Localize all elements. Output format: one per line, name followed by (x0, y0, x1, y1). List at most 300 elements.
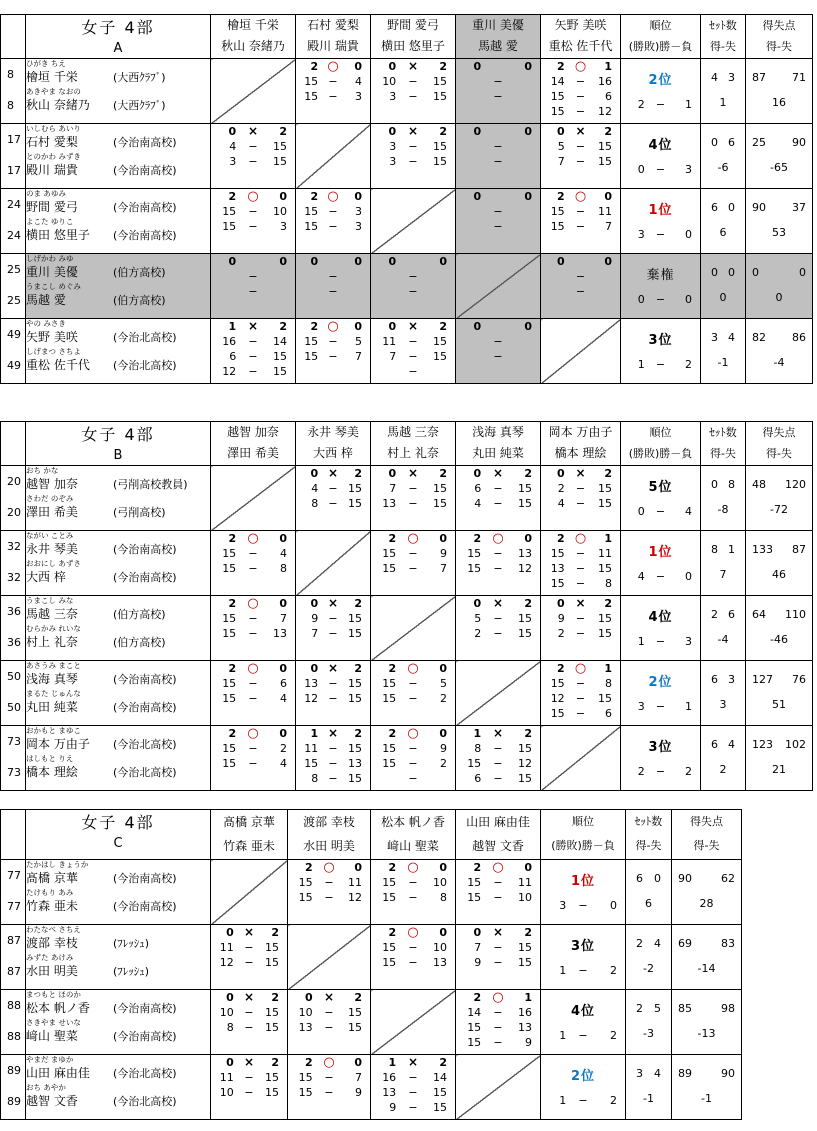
dash-icon: − (248, 155, 258, 168)
loss-x-icon: × (575, 124, 586, 138)
score-right: 12 (347, 891, 362, 904)
opponent-name: 竹森 亜未 (223, 839, 275, 853)
player-furigana: ながい ことみ (26, 531, 74, 540)
score-right: 13 (517, 1021, 532, 1034)
score-right (348, 269, 370, 284)
score-line (541, 596, 620, 611)
score-line (296, 771, 370, 786)
player-name-line (26, 763, 210, 782)
score-left: 15 (222, 757, 237, 770)
score-left: 1 (637, 358, 645, 372)
score-right: 0 (439, 662, 447, 675)
column-header-label: 順位 (649, 426, 672, 439)
dash-icon: − (575, 707, 586, 720)
player-name: 松本 帆ノ香 (26, 1001, 90, 1015)
pair-entry-number: 87 (7, 933, 21, 947)
opponent-name: 澤田 希美 (227, 446, 279, 460)
score-right: 2 (439, 1056, 447, 1069)
score-left: 9 (389, 1101, 397, 1114)
diff-value: 53 (772, 226, 786, 240)
score-left (211, 284, 236, 299)
score-right: 15 (597, 482, 612, 495)
score-line (371, 531, 455, 546)
sets-cell-content (701, 596, 745, 659)
score-left: 0 (557, 255, 565, 268)
won-lost-values (746, 478, 812, 492)
score-line (371, 860, 455, 875)
player-name-line (26, 999, 210, 1018)
score-right: 15 (517, 612, 532, 625)
pair-entry-number: 20 (7, 474, 21, 488)
won-lost-values (701, 136, 745, 150)
score-right: 15 (264, 1086, 279, 1099)
pair-entry-number: 88 (7, 998, 21, 1012)
row-numbers (1, 254, 25, 317)
pair-name-cell (26, 860, 211, 925)
opponent-name: 矢野 美咲 (554, 18, 607, 32)
won-lost-values (672, 937, 741, 951)
won-lost-values (701, 673, 745, 687)
self-match-cell (456, 661, 541, 726)
score-left: 15 (304, 205, 319, 218)
score-right: 2 (439, 692, 447, 705)
score-left: 2 (637, 98, 645, 112)
opponent-pair-header (541, 15, 621, 59)
score-left: 16 (222, 335, 237, 348)
points-cell (746, 531, 813, 596)
score-line (371, 561, 455, 576)
won-lost-values (746, 738, 812, 752)
lost-value: 37 (792, 200, 806, 214)
win-circle-icon: ○ (407, 661, 419, 676)
win-circle-icon: ○ (574, 59, 587, 74)
rank-label: 3位 (570, 938, 596, 954)
league-title-cell (26, 15, 211, 59)
score-right: 13 (347, 757, 362, 770)
diff-value: -14 (697, 962, 716, 976)
column-header-label: 得-失 (693, 839, 720, 852)
score-left (371, 364, 396, 379)
win-circle-icon: ○ (492, 860, 504, 875)
score-line (371, 741, 455, 756)
score-line (456, 890, 540, 905)
opponent-pair-header (541, 422, 621, 466)
points-cell-content (746, 319, 812, 382)
score-line (371, 726, 455, 741)
score-right: 15 (432, 1101, 447, 1114)
win-loss-record (541, 898, 625, 913)
player-furigana: たけもり あみ (26, 888, 74, 897)
score-line (541, 254, 620, 269)
score-line (456, 481, 540, 496)
score-line (541, 561, 620, 576)
score-line (456, 741, 540, 756)
score-line (211, 955, 287, 970)
score-line (371, 89, 455, 104)
score-right: 2 (604, 597, 612, 610)
dash-icon: − (408, 547, 418, 560)
score-line (371, 481, 455, 496)
dash-icon: − (328, 75, 338, 88)
score-left: 0 (388, 320, 397, 333)
score-right: 15 (432, 482, 447, 495)
abstained-match-cell (456, 189, 541, 254)
score-left: 15 (222, 692, 237, 705)
score-right: 15 (432, 1086, 447, 1099)
score-left: 2 (388, 727, 397, 740)
dash-icon: − (248, 350, 258, 363)
score-left (371, 284, 396, 299)
diff-value: -1 (643, 1092, 654, 1106)
match-result-cell (211, 661, 296, 726)
score-left: 9 (311, 612, 319, 625)
dash-icon: − (493, 220, 503, 233)
match-result-cell (296, 661, 371, 726)
score-left: 9 (557, 612, 565, 625)
score-left: 15 (304, 335, 319, 348)
score-right: 0 (354, 60, 362, 73)
score-line (541, 576, 620, 591)
abstained-match-cell (296, 254, 371, 319)
score-right (515, 74, 540, 89)
pair-entry-number: 50 (7, 701, 21, 715)
score-right: 10 (432, 941, 447, 954)
won-value: 2 (636, 936, 643, 950)
loss-x-icon: × (575, 596, 586, 610)
sets-cell (701, 124, 746, 189)
points-cell-content (746, 254, 812, 317)
dash-icon: − (324, 1006, 334, 1019)
player-club: (今治北高校) (113, 359, 177, 372)
dash-icon: − (575, 577, 586, 590)
score-right: 7 (439, 562, 447, 575)
score-line (456, 496, 540, 511)
match-result-cell (211, 726, 296, 791)
win-circle-icon: ○ (407, 726, 419, 741)
row-number-gutter (1, 319, 26, 384)
score-left: 7 (389, 482, 397, 495)
score-left: 2 (310, 60, 319, 73)
dash-icon: − (493, 757, 503, 770)
score-line (371, 756, 455, 771)
row-numbers (1, 59, 25, 122)
abstained-match-cell (456, 59, 541, 124)
score-left: 15 (304, 757, 319, 770)
score-right: 0 (524, 60, 532, 73)
score-line (371, 1055, 455, 1070)
score-left: 7 (557, 155, 565, 168)
score-left: 15 (550, 577, 565, 590)
score-line (296, 254, 370, 269)
points-cell-content (746, 726, 812, 789)
dash-icon: − (328, 692, 338, 705)
score-right: 2 (604, 467, 612, 480)
lost-value: 6 (728, 135, 735, 149)
score-line (371, 254, 455, 269)
score-right: 6 (604, 707, 612, 720)
score-right: 3 (684, 635, 692, 649)
lost-value: 0 (799, 265, 806, 279)
score-left: 2 (557, 627, 565, 640)
diff-value: 6 (645, 897, 652, 911)
diff-value: -72 (770, 503, 788, 517)
match-result-cell (211, 990, 288, 1055)
won-value: 48 (752, 477, 766, 491)
diff-value: -3 (643, 1027, 654, 1041)
score-right: 4 (279, 547, 287, 560)
dash-icon: − (408, 772, 418, 785)
win-loss-record (621, 357, 700, 372)
row-numbers (1, 319, 25, 382)
score-line (541, 676, 620, 691)
score-right: 15 (597, 562, 612, 575)
score-right: 15 (517, 956, 532, 969)
score-line (456, 626, 540, 641)
pair-name-cell (26, 531, 211, 596)
win-loss-record (621, 227, 700, 242)
won-value: 82 (752, 330, 766, 344)
dash-icon: − (328, 90, 338, 103)
score-line (296, 334, 370, 349)
win-circle-icon: ○ (247, 596, 259, 611)
lost-value: 0 (728, 265, 735, 279)
abstained-match-cell (456, 319, 541, 384)
player-club: (今治南高校) (113, 872, 177, 885)
score-right: 9 (524, 1036, 532, 1049)
player-name-line (26, 568, 210, 587)
score-right: 15 (517, 497, 532, 510)
match-result-cell (296, 59, 371, 124)
dash-icon: − (575, 220, 586, 233)
pair-entry-number: 8 (7, 99, 14, 113)
dash-icon: − (408, 1071, 418, 1084)
dash-icon: − (578, 1094, 588, 1108)
score-left: 0 (473, 190, 482, 203)
won-value: 90 (752, 200, 766, 214)
score-line (296, 269, 370, 284)
score-right: 0 (354, 1056, 362, 1069)
won-value: 6 (636, 871, 643, 885)
points-cell (746, 254, 813, 319)
player-furigana: はしもと りえ (26, 754, 74, 763)
row-number-gutter (1, 531, 26, 596)
player-name: 横田 悠里子 (26, 228, 90, 242)
score-line (456, 1005, 540, 1020)
score-left: 0 (388, 60, 397, 73)
column-header-label: 得-失 (710, 40, 736, 53)
score-line (541, 466, 620, 481)
row-numbers (1, 990, 25, 1053)
score-left (371, 771, 396, 786)
score-line (456, 466, 540, 481)
score-line (211, 661, 295, 676)
player-furigana: よこた ゆりこ (26, 217, 74, 226)
dash-icon: − (655, 765, 666, 779)
rank-label: 1位 (570, 873, 596, 889)
dash-icon: − (408, 270, 418, 283)
score-right: 11 (347, 876, 362, 889)
score-line (211, 940, 287, 955)
score-left: 0 (473, 320, 482, 333)
player-name-line (26, 328, 210, 347)
won-lost-values (626, 1067, 671, 1081)
results-table-a (0, 14, 813, 384)
player-name: 越智 加奈 (26, 477, 78, 491)
lost-value: 0 (654, 871, 661, 885)
player-furigana: おかもと まゆこ (26, 726, 81, 735)
win-circle-icon: ○ (574, 189, 587, 204)
win-loss-record (621, 504, 700, 519)
sets-cell-content (701, 726, 745, 789)
pair-row (1, 860, 742, 925)
points-cell (746, 661, 813, 726)
diff-value: -65 (770, 161, 788, 175)
dash-icon: − (248, 285, 258, 298)
pair-name-cell (26, 925, 211, 990)
score-line (288, 1005, 370, 1020)
player-furigana: おおにし あずさ (26, 559, 81, 568)
diff-value: 16 (772, 96, 786, 110)
score-right: 15 (264, 1021, 279, 1034)
score-left: 15 (467, 891, 482, 904)
dash-icon: − (408, 90, 418, 103)
score-line (456, 124, 540, 139)
diff-value: 0 (719, 291, 727, 305)
dash-icon: − (408, 350, 418, 363)
score-left: 2 (557, 482, 565, 495)
self-match-cell (541, 726, 621, 791)
score-left: 15 (382, 692, 397, 705)
score-right: 2 (354, 662, 362, 675)
score-line (456, 955, 540, 970)
player-club: (今治南高校) (113, 571, 177, 584)
player-furigana: うまこし めぐみ (26, 282, 81, 291)
score-line (541, 204, 620, 219)
match-result-cell (371, 726, 456, 791)
score-right: 0 (439, 727, 447, 740)
pair-name-cell (26, 1055, 211, 1120)
score-left: 13 (304, 677, 319, 690)
score-right: 4 (279, 692, 287, 705)
score-left: 2 (473, 532, 482, 545)
score-right (270, 284, 295, 299)
dash-icon: − (248, 742, 258, 755)
score-right: 2 (524, 727, 532, 740)
dash-icon: − (575, 155, 586, 168)
header-row (1, 15, 813, 59)
score-left: 15 (222, 205, 237, 218)
dash-icon: − (244, 1006, 254, 1019)
player-name-line (26, 1027, 210, 1046)
dash-icon: − (408, 75, 418, 88)
opponent-name: 馬越 三奈 (387, 425, 439, 439)
player-name: 秋山 奈緒乃 (26, 98, 90, 112)
score-left: 1 (228, 320, 237, 333)
score-line (541, 59, 620, 74)
score-right: 15 (597, 692, 612, 705)
lost-value: 1 (728, 542, 735, 556)
won-lost-values (746, 673, 812, 687)
score-right: 4 (684, 505, 692, 519)
column-header-label: 順位 (572, 815, 594, 828)
match-result-cell (288, 990, 371, 1055)
dash-icon: − (493, 75, 503, 88)
row-numbers (1, 1055, 25, 1118)
row-numbers (1, 726, 25, 789)
score-line (371, 284, 455, 299)
score-line (288, 1070, 370, 1085)
league-c (0, 809, 817, 1120)
score-line (541, 89, 620, 104)
dash-icon: − (328, 482, 338, 495)
dash-icon: − (655, 700, 666, 714)
score-line (456, 204, 540, 219)
opponent-name: 村上 礼奈 (387, 446, 439, 460)
rank-cell (541, 925, 626, 990)
won-lost-values (626, 872, 671, 886)
dash-icon (318, 254, 348, 269)
pair-name-cell (26, 466, 211, 531)
opponent-pair-header (211, 810, 288, 860)
score-left: 10 (382, 75, 397, 88)
player-name: 澤田 希美 (26, 505, 78, 519)
score-line (456, 771, 540, 786)
match-result-cell (211, 1055, 288, 1120)
score-left: 15 (382, 547, 397, 560)
dash-icon: − (493, 497, 503, 510)
won-lost-values (701, 478, 745, 492)
match-result-cell (296, 319, 371, 384)
pair-entry-number: 77 (7, 900, 21, 914)
opponent-pair-header (371, 810, 456, 860)
player-club: (今治南高校) (113, 673, 177, 686)
diff-value: 46 (772, 568, 786, 582)
dash-icon: − (328, 742, 338, 755)
rank-cell (621, 596, 701, 661)
rank-cell-content (621, 661, 700, 724)
self-match-cell (288, 925, 371, 990)
lost-value: 6 (728, 607, 735, 621)
score-left: 2 (228, 597, 237, 610)
won-value: 0 (711, 265, 718, 279)
score-right (430, 284, 455, 299)
score-line (296, 726, 370, 741)
diff-value: -2 (643, 962, 654, 976)
column-header-label: ｾｯﾄ数 (709, 426, 737, 439)
lost-value: 90 (792, 135, 806, 149)
score-right: 5 (354, 335, 362, 348)
score-line (456, 940, 540, 955)
score-right: 0 (684, 570, 692, 584)
score-left: 0 (557, 467, 565, 480)
dash-icon: − (493, 876, 503, 889)
rank-cell (621, 661, 701, 726)
score-left: 15 (222, 547, 237, 560)
score-line (296, 741, 370, 756)
score-left: 0 (304, 991, 313, 1004)
dash-icon: − (328, 772, 338, 785)
score-right: 1 (604, 60, 612, 73)
player-club: (今治南高校) (113, 900, 177, 913)
player-name-line (26, 356, 210, 375)
dash-icon: − (493, 891, 503, 904)
column-header-label: (勝敗)勝－負 (628, 40, 693, 53)
score-right: 2 (609, 1094, 617, 1108)
score-right: 9 (354, 1086, 362, 1099)
match-result-cell (211, 925, 288, 990)
opponent-name: 檜垣 千栄 (227, 18, 279, 32)
score-line (371, 875, 455, 890)
